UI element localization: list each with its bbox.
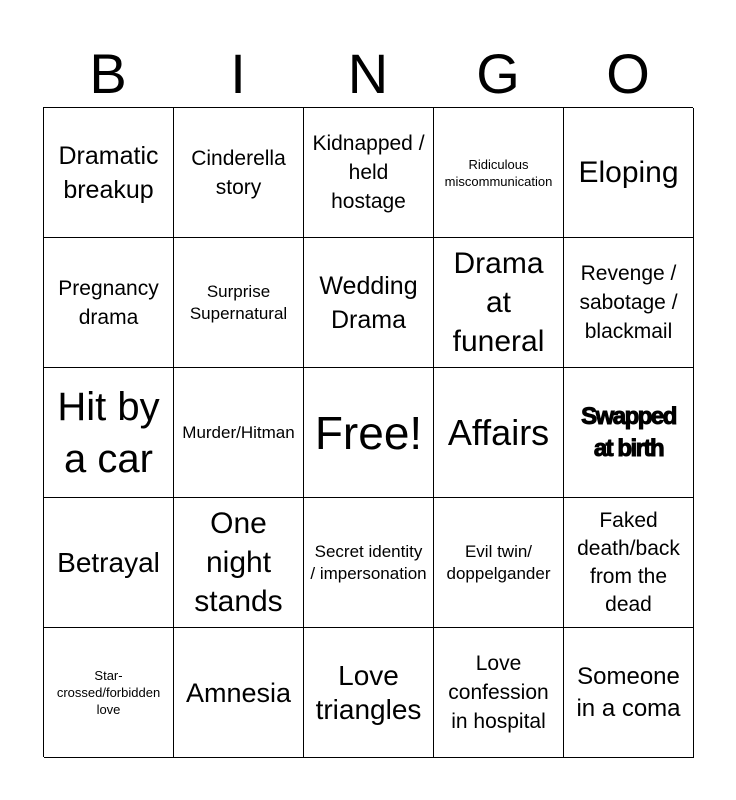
bingo-cell[interactable] — [44, 238, 174, 368]
bingo-cell[interactable] — [44, 628, 174, 758]
bingo-cell[interactable] — [174, 498, 304, 628]
cell-label: Ridiculous miscommunication — [444, 156, 553, 189]
cell-label: Hit by a car — [57, 384, 160, 481]
cell-label: Wedding Drama — [319, 271, 418, 334]
cell-label: Surprise Supernatural — [189, 281, 288, 323]
bingo-cell[interactable] — [174, 628, 304, 758]
cell-label: Dramatic breakup — [58, 141, 159, 204]
bingo-cell[interactable] — [304, 238, 434, 368]
bingo-cell[interactable] — [434, 238, 564, 368]
bingo-cell-free[interactable] — [304, 368, 434, 498]
cell-label: Drama at funeral — [452, 247, 545, 358]
bingo-cell[interactable] — [434, 108, 564, 238]
bingo-cell[interactable] — [304, 628, 434, 758]
bingo-cell[interactable] — [564, 628, 694, 758]
cell-label: Love triangles — [315, 659, 422, 725]
bingo-cell[interactable] — [174, 108, 304, 238]
free-space-label: Free! — [314, 406, 423, 459]
bingo-cell[interactable] — [434, 628, 564, 758]
cell-label: Evil twin/ doppelgander — [446, 541, 551, 583]
bingo-cell[interactable] — [44, 368, 174, 498]
cell-label: Pregnancy drama — [58, 276, 159, 329]
cell-label: Revenge / sabotage / blackmail — [579, 262, 678, 343]
header-letter-i: I — [230, 42, 246, 105]
bingo-cell[interactable] — [434, 498, 564, 628]
cell-label: Swapped at birth — [581, 402, 676, 462]
bingo-cell[interactable] — [44, 108, 174, 238]
cell-label: Eloping — [578, 156, 679, 189]
cell-label: Love confession in hospital — [448, 652, 549, 733]
cell-label: Kidnapped / held hostage — [312, 132, 425, 213]
cell-label: Secret identity / impersonation — [310, 541, 427, 583]
cell-label: Faked death/back from the dead — [577, 508, 680, 616]
bingo-cell[interactable] — [434, 368, 564, 498]
cell-label: One night stands — [194, 507, 283, 618]
header-letter-n: N — [347, 42, 389, 105]
cell-label: Affairs — [447, 411, 550, 453]
bingo-cell[interactable] — [174, 238, 304, 368]
cell-label: Murder/Hitman — [182, 422, 295, 442]
bingo-header — [43, 40, 693, 108]
header-letter-o: O — [606, 42, 650, 105]
bingo-cell[interactable] — [44, 498, 174, 628]
bingo-grid — [43, 107, 693, 757]
bingo-cell[interactable] — [564, 368, 694, 498]
cell-label: Cinderella story — [191, 146, 286, 199]
cell-label: Someone in a coma — [576, 662, 681, 722]
bingo-cell[interactable] — [564, 498, 694, 628]
header-letter-g: G — [476, 42, 520, 105]
bingo-cell[interactable] — [304, 498, 434, 628]
header-letter-b: B — [89, 42, 127, 105]
bingo-cell[interactable] — [174, 368, 304, 498]
bingo-cell[interactable] — [564, 238, 694, 368]
bingo-cell[interactable] — [564, 108, 694, 238]
cell-label: Star-crossed/forbidden love — [56, 668, 161, 717]
cell-label: Amnesia — [185, 677, 292, 708]
cell-label: Betrayal — [57, 547, 160, 578]
bingo-cell[interactable] — [304, 108, 434, 238]
